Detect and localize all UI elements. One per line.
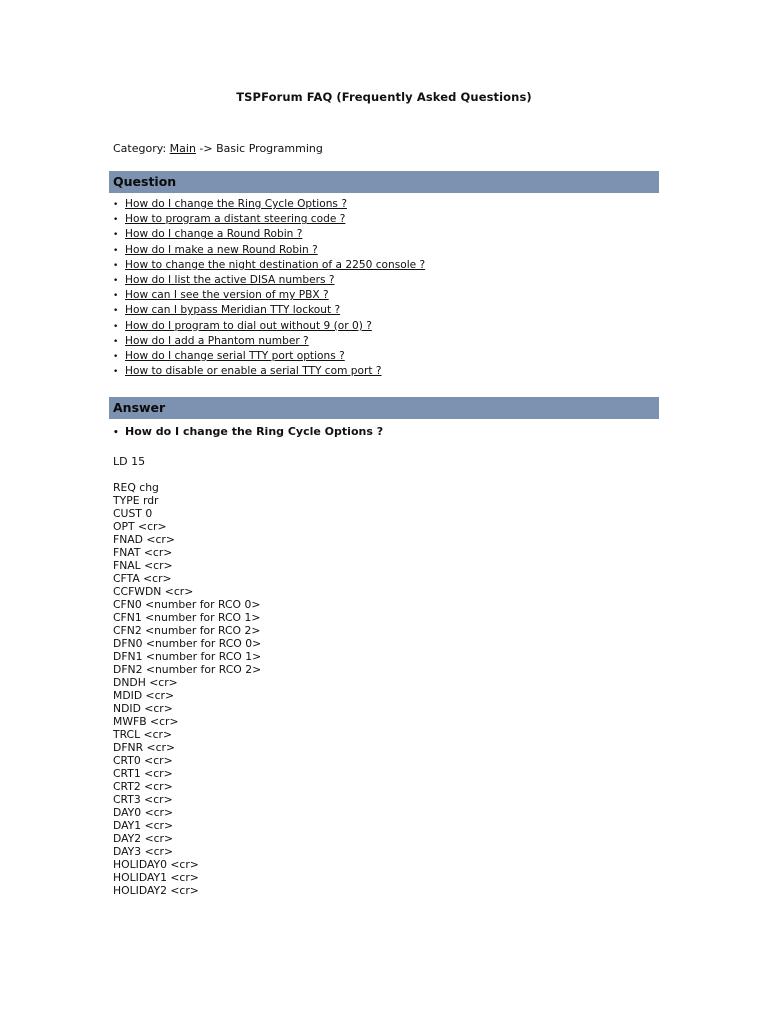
answer-question-text: How do I change the Ring Cycle Options ? xyxy=(125,425,384,438)
code-line: DFN1 <number for RCO 1> xyxy=(113,650,262,664)
code-line: MWFB <cr> xyxy=(113,715,179,729)
code-line: CCFWDN <cr> xyxy=(113,585,194,599)
question-list-item xyxy=(113,319,425,334)
question-list-item xyxy=(113,273,425,288)
question-list-item xyxy=(113,303,425,318)
question-link[interactable]: How do I program to dial out without 9 (or 0) ? xyxy=(125,319,372,332)
code-line: DFN0 <number for RCO 0> xyxy=(113,637,262,651)
question-link[interactable]: How do I add a Phantom number ? xyxy=(125,334,309,347)
question-link[interactable]: How do I make a new Round Robin ? xyxy=(125,243,318,256)
question-list-item xyxy=(113,288,425,303)
bullet-icon: • xyxy=(113,291,119,302)
code-line: CRT2 <cr> xyxy=(113,780,173,794)
code-line: DAY1 <cr> xyxy=(113,819,174,833)
bullet-icon: • xyxy=(113,260,119,271)
code-line: TYPE rdr xyxy=(113,494,159,508)
code-line: HOLIDAY0 <cr> xyxy=(113,858,199,872)
question-link[interactable]: How to program a distant steering code ? xyxy=(125,213,346,226)
question-list-item xyxy=(113,197,425,212)
code-line: DAY0 <cr> xyxy=(113,806,174,820)
code-line: DFN2 <number for RCO 2> xyxy=(113,663,262,677)
question-link[interactable]: How do I change the Ring Cycle Options ? xyxy=(125,198,347,210)
code-line: MDID <cr> xyxy=(113,689,175,703)
question-link[interactable]: How can I bypass Meridian TTY lockout ? xyxy=(125,304,341,317)
question-section-header: Question xyxy=(109,171,659,193)
question-list xyxy=(113,197,425,379)
answer-code-block xyxy=(113,481,261,898)
question-link[interactable]: How can I see the version of my PBX ? xyxy=(125,289,329,302)
question-link[interactable]: How do I change serial TTY port options ? xyxy=(125,349,345,362)
code-line: FNAL <cr> xyxy=(113,559,173,573)
breadcrumb-separator: -> xyxy=(199,142,213,155)
code-line: HOLIDAY2 <cr> xyxy=(113,884,199,898)
question-list-item xyxy=(113,364,425,379)
bullet-icon: • xyxy=(113,275,119,286)
question-link[interactable]: How do I list the active DISA numbers ? xyxy=(125,273,335,286)
code-line: CUST 0 xyxy=(113,507,153,521)
answer-section-header: Answer xyxy=(109,397,659,419)
page-title: TSPForum FAQ (Frequently Asked Questions) xyxy=(236,90,532,104)
bullet-icon: • xyxy=(113,351,119,362)
bullet-icon: • xyxy=(113,306,119,317)
code-line: DAY3 <cr> xyxy=(113,845,174,859)
answer-ld-line: LD 15 xyxy=(113,455,146,468)
question-list-item xyxy=(113,243,425,258)
category-label: Category: xyxy=(113,142,167,155)
code-line: TRCL <cr> xyxy=(113,728,173,742)
bullet-icon: • xyxy=(113,321,119,332)
answer-question xyxy=(113,425,383,438)
code-line: CRT3 <cr> xyxy=(113,793,173,807)
code-line: FNAT <cr> xyxy=(113,546,173,560)
code-line: HOLIDAY1 <cr> xyxy=(113,871,199,885)
code-line: CFN1 <number for RCO 1> xyxy=(113,611,261,625)
bullet-icon: • xyxy=(113,200,119,210)
bullet-icon: • xyxy=(113,230,119,241)
bullet-icon: • xyxy=(113,215,119,226)
bullet-icon: • xyxy=(113,336,119,347)
code-line: DFNR <cr> xyxy=(113,741,176,755)
bullet-icon: • xyxy=(113,367,119,378)
code-line: CFN0 <number for RCO 0> xyxy=(113,598,261,612)
code-line: REQ chg xyxy=(113,481,159,494)
bullet-icon: • xyxy=(113,428,119,438)
question-list-item xyxy=(113,227,425,242)
code-line: CRT0 <cr> xyxy=(113,754,173,768)
breadcrumb-main-link[interactable]: Main xyxy=(169,142,196,155)
breadcrumb xyxy=(113,142,323,155)
code-line: CFTA <cr> xyxy=(113,572,172,586)
code-line: FNAD <cr> xyxy=(113,533,175,547)
breadcrumb-current: Basic Programming xyxy=(216,142,323,155)
code-line: CRT1 <cr> xyxy=(113,767,173,781)
code-line: OPT <cr> xyxy=(113,520,167,534)
question-link[interactable]: How to change the night destination of a 2250 console ? xyxy=(125,258,426,271)
bullet-icon: • xyxy=(113,245,119,256)
question-list-item xyxy=(113,349,425,364)
question-link[interactable]: How do I change a Round Robin ? xyxy=(125,228,303,241)
code-line: NDID <cr> xyxy=(113,702,173,716)
code-line: DAY2 <cr> xyxy=(113,832,174,846)
question-list-item xyxy=(113,334,425,349)
question-link[interactable]: How to disable or enable a serial TTY com port ? xyxy=(125,365,382,378)
code-line: DNDH <cr> xyxy=(113,676,178,690)
question-list-item xyxy=(113,258,425,273)
question-list-item xyxy=(113,212,425,227)
code-line: CFN2 <number for RCO 2> xyxy=(113,624,261,638)
